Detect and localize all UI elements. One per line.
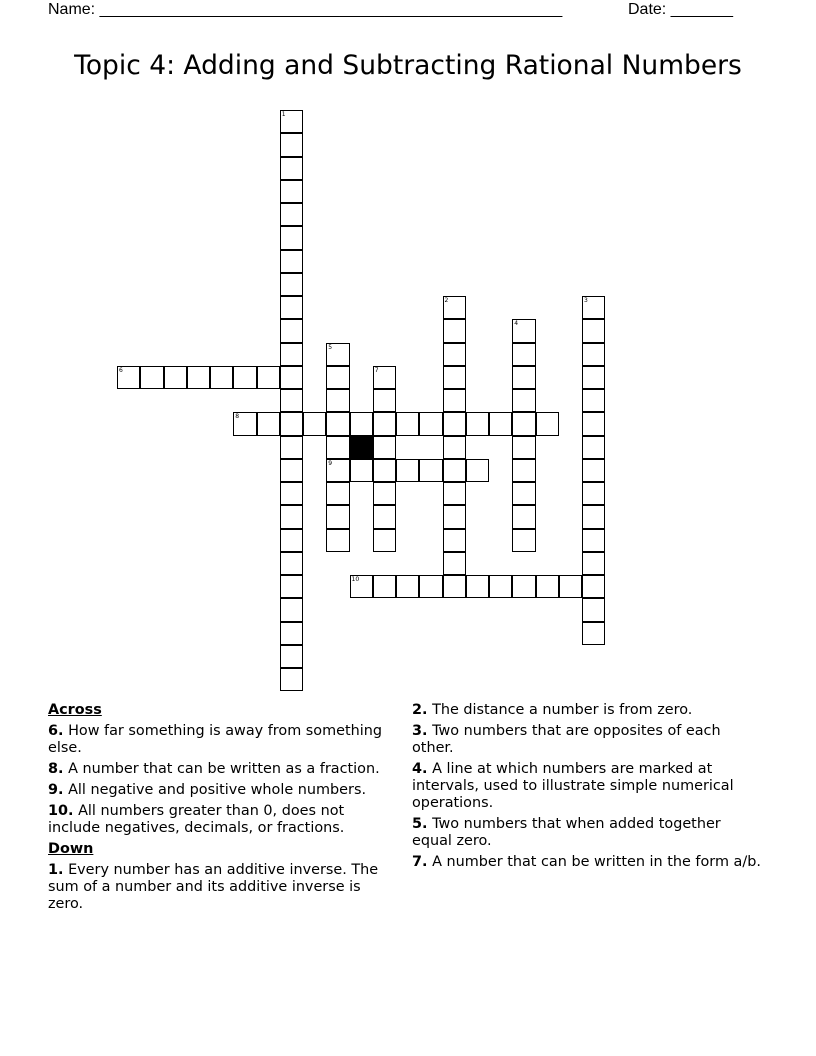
crossword-cell[interactable]	[373, 575, 396, 598]
clue-across-10	[48, 803, 393, 837]
crossword-cell[interactable]	[582, 459, 605, 482]
crossword-cell[interactable]	[512, 459, 535, 482]
crossword-cell[interactable]	[443, 482, 466, 505]
crossword-cell[interactable]	[257, 366, 280, 389]
clue-down-7	[412, 854, 762, 871]
crossword-cell[interactable]	[419, 459, 442, 482]
crossword-cell[interactable]	[443, 296, 466, 319]
crossword-cell[interactable]	[443, 529, 466, 552]
crossword-cell[interactable]	[257, 412, 280, 435]
crossword-cell[interactable]	[443, 575, 466, 598]
crossword-cell[interactable]	[443, 436, 466, 459]
crossword-cell[interactable]	[373, 529, 396, 552]
crossword-cell[interactable]	[280, 412, 303, 435]
crossword-cell[interactable]	[373, 505, 396, 528]
crossword-cell[interactable]	[396, 575, 419, 598]
clues-left-column	[48, 702, 393, 917]
crossword-cell[interactable]	[582, 598, 605, 621]
crossword-cell[interactable]	[280, 157, 303, 180]
crossword-cell[interactable]	[164, 366, 187, 389]
crossword-cell[interactable]	[350, 459, 373, 482]
crossword-cell[interactable]	[140, 366, 163, 389]
clue-across-9	[48, 782, 393, 799]
crossword-cell[interactable]	[512, 319, 535, 342]
clue-text: A line at which numbers are marked at intervals, used to illustrate simple numerical operations.	[412, 761, 734, 811]
crossword-cell[interactable]	[582, 622, 605, 645]
crossword-cell[interactable]	[489, 575, 512, 598]
crossword-cell[interactable]	[233, 366, 256, 389]
clue-number: 5.	[412, 816, 428, 832]
page-title: Topic 4: Adding and Subtracting Rational Numbers	[74, 50, 742, 81]
crossword-cell[interactable]	[443, 505, 466, 528]
crossword-cell[interactable]	[326, 459, 349, 482]
crossword-cell[interactable]	[466, 412, 489, 435]
crossword-cell[interactable]	[373, 389, 396, 412]
crossword-cell[interactable]	[280, 459, 303, 482]
clue-down-5	[412, 816, 762, 850]
crossword-cell[interactable]	[419, 575, 442, 598]
cell-number: 3	[584, 297, 588, 304]
crossword-cell[interactable]	[280, 575, 303, 598]
crossword-cell[interactable]	[280, 296, 303, 319]
clue-down-3	[412, 723, 762, 757]
clue-down-1	[48, 862, 393, 913]
clue-number: 4.	[412, 761, 428, 777]
cell-number: 6	[119, 366, 123, 374]
crossword-cell[interactable]	[512, 366, 535, 389]
clue-text: A number that can be written as a fraction.	[68, 761, 380, 777]
crossword-cell[interactable]	[396, 459, 419, 482]
crossword-cell[interactable]	[373, 412, 396, 435]
clue-text: Two numbers that are opposites of each other.	[412, 723, 721, 756]
crossword-cell[interactable]	[512, 436, 535, 459]
crossword-cell[interactable]	[373, 366, 396, 389]
crossword-cell[interactable]	[280, 668, 303, 691]
clue-number: 2.	[412, 702, 428, 718]
clue-number: 1.	[48, 862, 64, 878]
clue-number: 9.	[48, 782, 64, 798]
crossword-cell[interactable]	[443, 343, 466, 366]
clue-number: 7.	[412, 854, 428, 870]
crossword-cell[interactable]	[326, 436, 349, 459]
crossword-cell[interactable]	[582, 436, 605, 459]
crossword-cell[interactable]	[582, 296, 605, 319]
crossword-cell[interactable]	[582, 319, 605, 342]
clue-number: 3.	[412, 723, 428, 739]
clue-number: 6.	[48, 723, 64, 739]
crossword-cell[interactable]	[489, 412, 512, 435]
clue-number: 10.	[48, 803, 74, 819]
crossword-cell[interactable]	[582, 366, 605, 389]
crossword-cell[interactable]	[280, 436, 303, 459]
crossword-cell[interactable]	[536, 412, 559, 435]
cell-number: 1	[281, 111, 286, 118]
crossword-cell[interactable]	[326, 366, 349, 389]
crossword-cell[interactable]	[280, 319, 303, 342]
crossword-cell[interactable]	[536, 575, 559, 598]
crossword-cell[interactable]	[559, 575, 582, 598]
crossword-cell[interactable]	[373, 482, 396, 505]
crossword-cell[interactable]	[280, 180, 303, 203]
crossword-cell[interactable]	[280, 482, 303, 505]
crossword-cell[interactable]	[187, 366, 210, 389]
crossword-cell[interactable]	[326, 389, 349, 412]
cell-number: 8	[235, 413, 240, 421]
clue-text: A number that can be written in the form a/b.	[432, 854, 761, 870]
clue-text: Every number has an additive inverse. The sum of a number and its additive inverse is zero.	[48, 862, 379, 912]
crossword-cell[interactable]	[326, 412, 349, 435]
crossword-cell[interactable]	[582, 389, 605, 412]
clue-number: 8.	[48, 761, 64, 777]
across-heading: Across	[48, 702, 102, 718]
crossword-cell[interactable]	[512, 412, 535, 435]
crossword-cell[interactable]	[280, 505, 303, 528]
crossword-cell[interactable]	[280, 273, 303, 296]
clue-text: All negative and positive whole numbers.	[68, 782, 367, 798]
crossword-cell[interactable]	[443, 459, 466, 482]
crossword-cell[interactable]	[396, 412, 419, 435]
crossword-cell[interactable]	[280, 250, 303, 273]
crossword-cell[interactable]	[233, 412, 256, 435]
crossword-cell[interactable]	[280, 389, 303, 412]
clue-text: All numbers greater than 0, does not include negatives, decimals, or fractions.	[48, 803, 345, 836]
crossword-cell[interactable]	[582, 412, 605, 435]
crossword-cell[interactable]	[582, 343, 605, 366]
crossword-black-cell	[350, 436, 373, 459]
crossword-cell[interactable]	[443, 552, 466, 575]
date-field[interactable]: Date: _______	[628, 1, 733, 18]
crossword-cell[interactable]	[373, 459, 396, 482]
crossword-cell[interactable]	[582, 505, 605, 528]
crossword-cell[interactable]	[512, 529, 535, 552]
crossword-cell[interactable]	[280, 110, 303, 133]
crossword-cell[interactable]	[582, 575, 605, 598]
cell-number: 5	[328, 343, 333, 351]
crossword-cell[interactable]	[326, 482, 349, 505]
crossword-cell[interactable]	[512, 505, 535, 528]
crossword-cell[interactable]	[443, 412, 466, 435]
crossword-cell[interactable]	[582, 482, 605, 505]
clue-text: Two numbers that when added together equal zero.	[412, 816, 721, 849]
down-heading: Down	[48, 841, 94, 857]
clue-text: How far something is away from something else.	[48, 723, 382, 756]
crossword-cell[interactable]	[280, 529, 303, 552]
cell-number: 9	[328, 459, 333, 467]
name-field[interactable]: Name: ____________________________________________________	[48, 1, 563, 18]
crossword-cell[interactable]	[280, 366, 303, 389]
crossword-cell[interactable]	[443, 319, 466, 342]
crossword-cell[interactable]	[117, 366, 140, 389]
crossword-cell[interactable]	[582, 529, 605, 552]
crossword-cell[interactable]	[280, 226, 303, 249]
cell-number: 2	[444, 297, 449, 304]
crossword-cell[interactable]	[280, 133, 303, 156]
crossword-cell[interactable]	[512, 389, 535, 412]
crossword-cell[interactable]	[326, 505, 349, 528]
crossword-cell[interactable]	[419, 412, 442, 435]
crossword-cell[interactable]	[350, 575, 373, 598]
crossword-cell[interactable]	[512, 343, 535, 366]
clue-text: The distance a number is from zero.	[432, 702, 693, 718]
cell-number: 4	[514, 320, 519, 328]
crossword-cell[interactable]	[443, 366, 466, 389]
clue-across-6	[48, 723, 393, 757]
crossword-cell[interactable]	[373, 436, 396, 459]
crossword-cell[interactable]	[280, 552, 303, 575]
crossword-cell[interactable]	[280, 622, 303, 645]
crossword-cell[interactable]	[280, 343, 303, 366]
crossword-cell[interactable]	[512, 482, 535, 505]
crossword-cell[interactable]	[466, 459, 489, 482]
crossword-cell[interactable]	[280, 598, 303, 621]
crossword-cell[interactable]	[210, 366, 233, 389]
crossword-cell[interactable]	[280, 645, 303, 668]
clue-across-8	[48, 761, 393, 778]
clue-down-4	[412, 761, 762, 812]
crossword-cell[interactable]	[326, 529, 349, 552]
clue-down-2	[412, 702, 762, 719]
cell-number: 7	[374, 366, 379, 374]
clues-right-column	[412, 702, 762, 875]
cell-number: 10	[351, 576, 360, 583]
crossword-cell[interactable]	[350, 412, 373, 435]
crossword-cell[interactable]	[466, 575, 489, 598]
crossword-cell[interactable]	[303, 412, 326, 435]
crossword-cell[interactable]	[443, 389, 466, 412]
crossword-cell[interactable]	[512, 575, 535, 598]
crossword-cell[interactable]	[280, 203, 303, 226]
crossword-cell[interactable]	[582, 552, 605, 575]
crossword-cell[interactable]	[326, 343, 349, 366]
